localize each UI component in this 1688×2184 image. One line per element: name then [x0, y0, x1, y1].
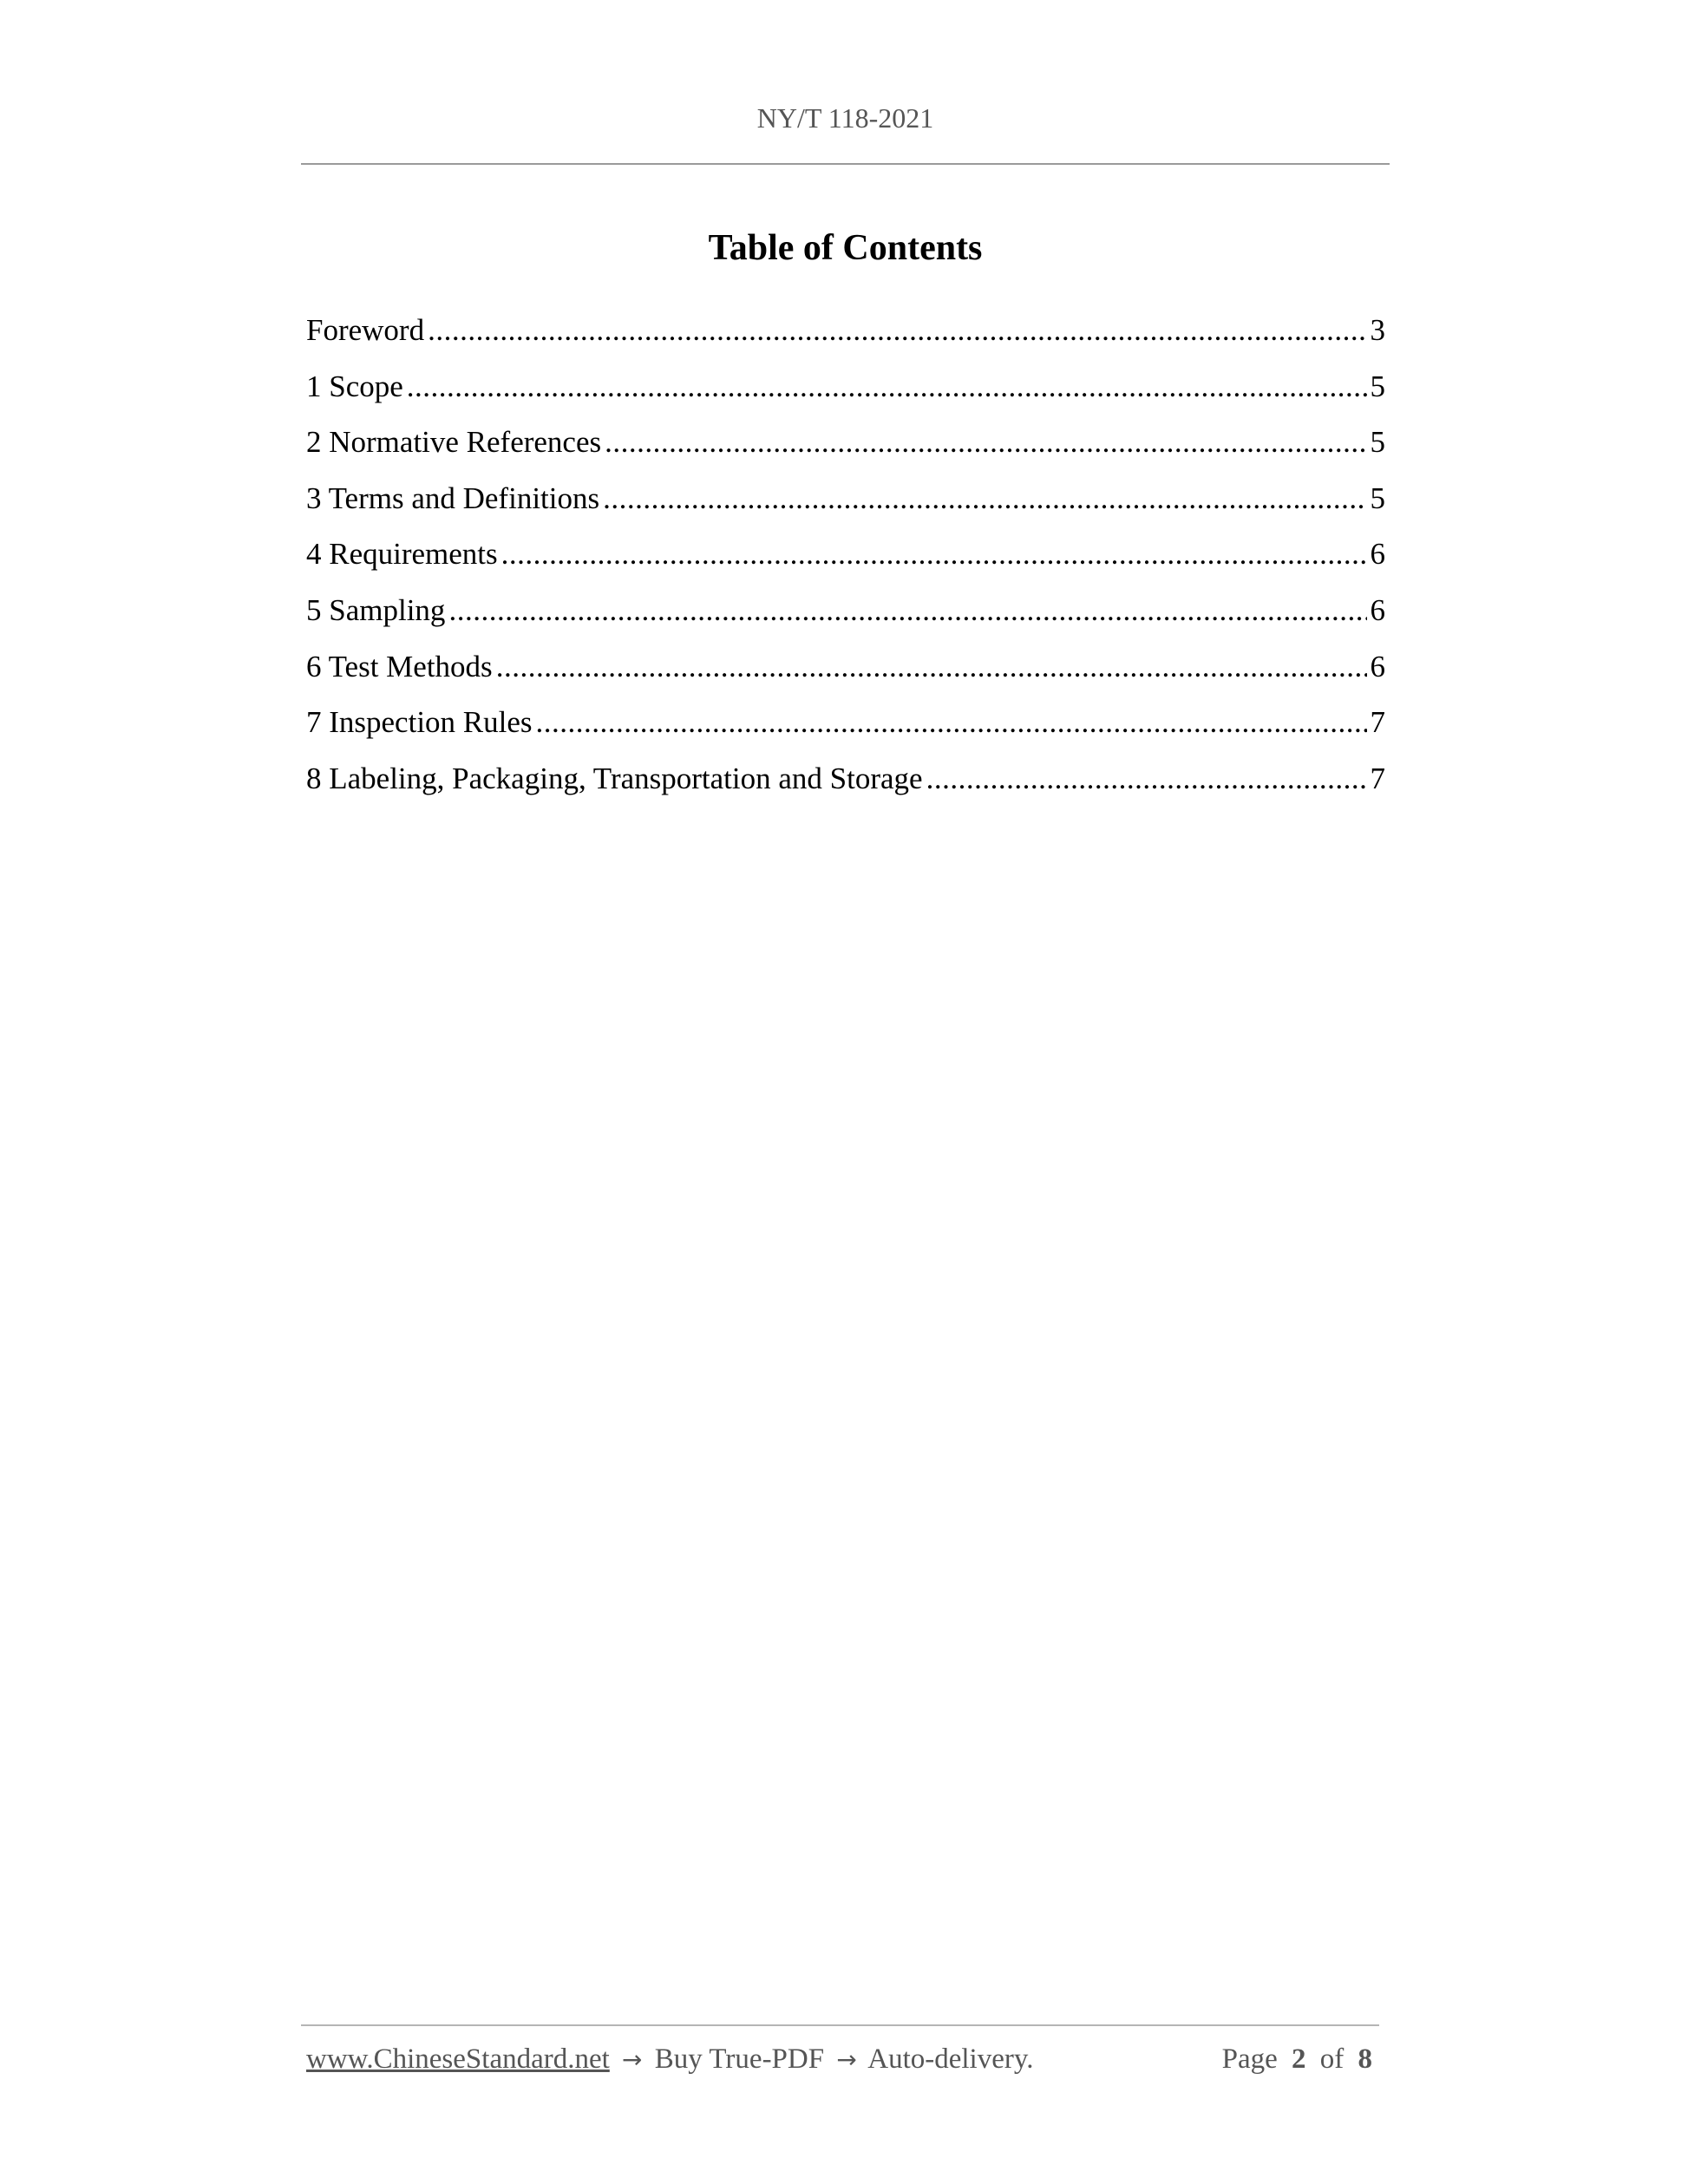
toc-entry-label: 2 Normative References: [306, 425, 602, 460]
delivery-text: Auto-delivery.: [867, 2043, 1034, 2075]
toc-entry-page: 7: [1370, 761, 1385, 795]
buy-text: Buy True-PDF: [654, 2043, 825, 2075]
footer-promo: [306, 2043, 1033, 2076]
toc-entry-label: 5 Sampling: [306, 592, 446, 627]
toc-leader-dots: [501, 533, 1367, 576]
toc-entry-page: 5: [1370, 425, 1385, 460]
toc-entry-page: 7: [1370, 705, 1385, 740]
page-word: Page: [1221, 2043, 1278, 2075]
toc-entry-label: 3 Terms and Definitions: [306, 481, 600, 515]
toc-entry-page: 5: [1370, 369, 1385, 403]
running-header: NY/T 118-2021: [756, 102, 934, 134]
toc-entry-page: 6: [1370, 649, 1385, 683]
toc-entry-test-methods[interactable]: [306, 645, 1385, 702]
toc-leader-dots: [926, 757, 1367, 801]
toc-entry-inspection-rules[interactable]: [306, 701, 1385, 757]
toc-leader-dots: [605, 421, 1366, 464]
footer-divider: [301, 2024, 1379, 2026]
page-footer: [306, 2043, 1379, 2076]
toc-leader-dots: [407, 365, 1367, 409]
toc-entry-label: 8 Labeling, Packaging, Transportation and Storage: [306, 761, 923, 795]
toc-entry-label: 4 Requirements: [306, 537, 498, 572]
toc-entry-normative-references[interactable]: [306, 421, 1385, 477]
website-link[interactable]: www.ChineseStandard.net: [306, 2043, 610, 2075]
total-pages-number: 8: [1358, 2043, 1372, 2075]
toc-entry-page: 6: [1370, 592, 1385, 627]
toc-entry-label: 7 Inspection Rules: [306, 705, 533, 740]
toc-entry-requirements[interactable]: [306, 533, 1385, 589]
toc-leader-dots: [603, 477, 1366, 520]
toc-entry-label: 1 Scope: [306, 369, 403, 403]
toc-leader-dots: [448, 589, 1366, 632]
toc-entry-page: 3: [1370, 313, 1385, 347]
toc-entry-sampling[interactable]: [306, 589, 1385, 645]
arrow-right-icon: →: [622, 2045, 643, 2074]
toc-entry-scope[interactable]: [306, 365, 1385, 422]
arrow-right-icon: →: [836, 2045, 857, 2074]
current-page-number: 2: [1292, 2043, 1306, 2075]
toc-leader-dots: [536, 701, 1367, 744]
toc-leader-dots: [496, 645, 1367, 689]
toc-entry-labeling-packaging[interactable]: [306, 757, 1385, 814]
header-divider: [301, 163, 1390, 165]
toc-entry-page: 5: [1370, 481, 1385, 515]
page-number: [1222, 2043, 1379, 2076]
table-of-contents: [306, 309, 1385, 813]
toc-entry-label: Foreword: [306, 313, 425, 347]
toc-entry-terms-and-definitions[interactable]: [306, 477, 1385, 533]
toc-entry-label: 6 Test Methods: [306, 649, 493, 683]
toc-entry-foreword[interactable]: [306, 309, 1385, 365]
of-word: of: [1319, 2043, 1345, 2075]
toc-entry-page: 6: [1370, 537, 1385, 572]
toc-leader-dots: [428, 309, 1366, 352]
toc-title: Table of Contents: [708, 228, 983, 268]
